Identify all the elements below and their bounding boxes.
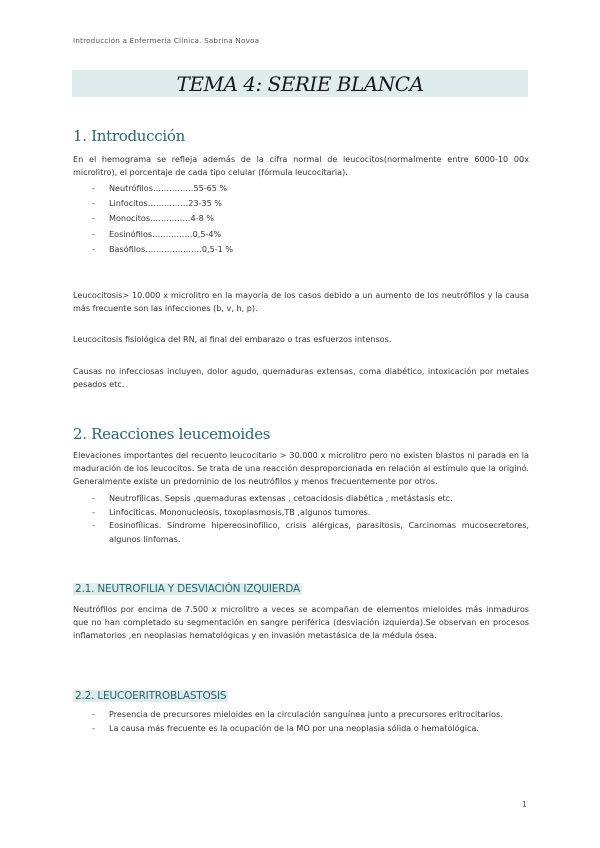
subsection-heading-neutrofilia: 2.1. NEUTROFILIA Y DESVIACIÓN IZQUIERDA	[75, 583, 300, 595]
page-number: 1	[522, 800, 527, 809]
list-item: - Presencia de precursores mieloides en la circulación sanguínea junto a precursores eritrocitarios.	[92, 708, 529, 722]
document-header: Introducción a Enfermería Clínica. Sabrina Novoa	[73, 36, 260, 45]
list-item: - Neutrófilos……………55-65 %	[92, 181, 233, 196]
intro-paragraph: En el hemograma se refleja además de la cifra normal de leucocitos(normalmente entre 6000-10 00x microlitro), el porcentaje de cada tipo celular (fórmula leucocitaria).	[73, 154, 529, 177]
title-band	[72, 70, 528, 97]
list-item: - Basófilos…………………0,5-1 %	[92, 242, 233, 257]
page-title: TEMA 4: SERIE BLANCA	[176, 72, 424, 96]
section-heading-reacciones: 2. Reacciones leucemoides	[73, 425, 271, 443]
leucoeritroblastosis-list	[92, 708, 529, 735]
list-item: - La causa más frecuente es la ocupación de la MO por una neoplasia sólida o hematológica.	[92, 722, 529, 736]
subsection-heading-leucoeritroblastosis: 2.2. LEUCOERITROBLASTOSIS	[75, 690, 227, 702]
physiological-paragraph: Leucocitosis fisiológica del RN, al final del embarazo o tras esfuerzos intensos.	[73, 334, 392, 344]
leukocyte-formula-list	[92, 181, 233, 257]
list-item: - Linfocíticas. Mononucleosis, toxoplasmosis,TB ,algunos tumores.	[92, 506, 529, 520]
leucocitosis-paragraph: Leucocitosis> 10.000 x microlitro en la mayoría de los casos debido a un aumento de los neutrófilos y la causa más frecuente son las infecciones (b, v, h, p).	[73, 290, 529, 313]
reacciones-list	[92, 492, 529, 546]
section-heading-introduccion: 1. Introducción	[73, 127, 185, 145]
list-item: - Monocitos……………4-8 %	[92, 211, 233, 226]
list-item: - Eosinófilos……………0,5-4%	[92, 227, 233, 242]
list-item: - Linfocitos……………23-35 %	[92, 196, 233, 211]
reacciones-paragraph: Elevaciones importantes del recuento leucocitario > 30.000 x microlitro pero no existen blastos ni parada en la maduración de los leucocitos. Se trata de una reacción desproporcionada en relación al estímulo que la originó. Generalmente existe un predominio de los neutrófilos y menos frecuentemente por otros.	[73, 450, 529, 486]
list-item: - Eosinofílicas. Síndrome hipereosinofílico, crisis alérgicas, parasitosis, Carcinomas mucosecretores, algunos linfomas.	[92, 519, 529, 546]
neutrofilia-paragraph: Neutrófilos por encima de 7.500 x microlitro a veces se acompañan de elementos mieloides más inmaduros que no han completado su segmentación en sangre periférica (desviación izquierda).Se observan en procesos inflamatorios ,en neoplasias hematológicas y en invasión metastásica de la médula ósea.	[73, 604, 529, 640]
non-infectious-paragraph: Causas no infecciosas incluyen, dolor agudo, quemaduras extensas, coma diabético, intoxicación por metales pesados etc.	[73, 366, 529, 389]
list-item: - Neutrofílicas. Sepsis ,quemaduras extensas , cetoacidosis diabética , metástasis etc.	[92, 492, 529, 506]
